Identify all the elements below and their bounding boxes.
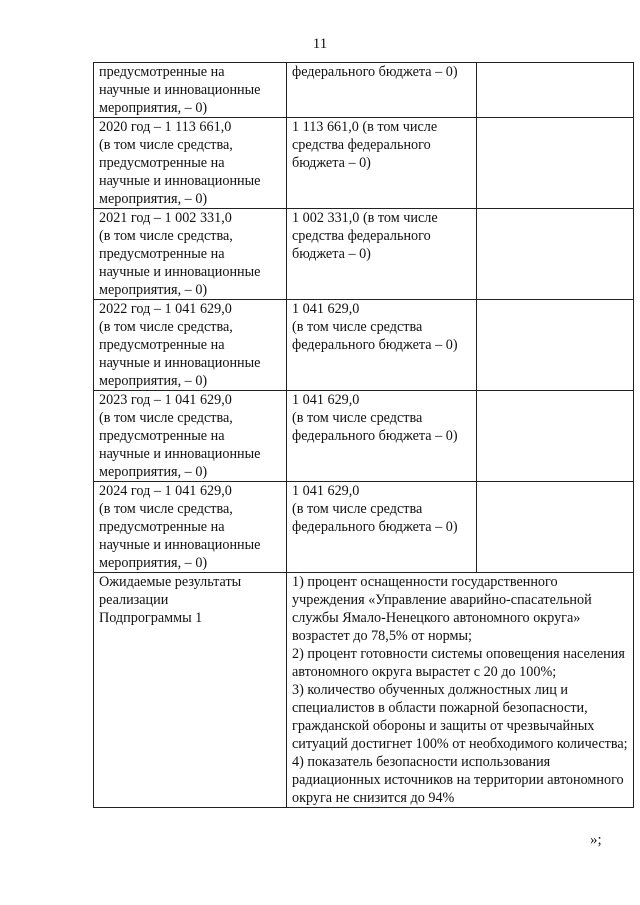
table-row [94,300,634,391]
table-cell-amount: 1 002 331,0 (в том числе средства федерального бюджета – 0) [287,209,477,300]
results-row [94,573,634,808]
table-cell-label: 2024 год – 1 041 629,0 (в том числе средства, предусмотренные на научные и инновационные мероприятия, – 0) [94,482,287,573]
table-row [94,63,634,118]
table-cell-empty [477,209,634,300]
table-row [94,209,634,300]
page-number: 11 [312,36,328,52]
results-label: Ожидаемые результаты реализации Подпрограммы 1 [94,573,287,808]
table-cell-amount: 1 041 629,0 (в том числе средства федерального бюджета – 0) [287,300,477,391]
table-cell-label: 2023 год – 1 041 629,0 (в том числе средства, предусмотренные на научные и инновационные мероприятия, – 0) [94,391,287,482]
table-cell-empty [477,300,634,391]
table-cell-empty [477,118,634,209]
results-text: 1) процент оснащенности государственного учреждения «Управление аварийно-спасательной службы Ямало-Ненецкого автономного округа» возрастет до 78,5% от нормы; 2) процент готовности системы оповещения населения автономного округа вырастет с 20 до 100%; 3) количество обученных должностных лиц и специалистов в области пожарной безопасности, гражданской обороны и защиты от чрезвычайных ситуаций достигнет 100% от необходимого количества; 4) показатель безопасности использования радиационных источников на территории автономного округа не снизится до 94% [287,573,634,808]
table-cell-amount: 1 041 629,0 (в том числе средства федерального бюджета – 0) [287,482,477,573]
closing-quote: »; [590,832,602,848]
table-cell-label: 2020 год – 1 113 661,0 (в том числе средства, предусмотренные на научные и инновационные мероприятия, – 0) [94,118,287,209]
table-cell-empty [477,482,634,573]
table-cell-amount: 1 041 629,0 (в том числе средства федерального бюджета – 0) [287,391,477,482]
table-row [94,391,634,482]
table-cell-empty [477,63,634,118]
table-cell-amount: 1 113 661,0 (в том числе средства федерального бюджета – 0) [287,118,477,209]
table-cell-label: 2021 год – 1 002 331,0 (в том числе средства, предусмотренные на научные и инновационные мероприятия, – 0) [94,209,287,300]
table-row [94,118,634,209]
table-cell-empty [477,391,634,482]
table-row [94,482,634,573]
table-cell-label: предусмотренные на научные и инновационные мероприятия, – 0) [94,63,287,118]
funding-table [93,62,634,808]
table-cell-amount: федерального бюджета – 0) [287,63,477,118]
table-cell-label: 2022 год – 1 041 629,0 (в том числе средства, предусмотренные на научные и инновационные мероприятия, – 0) [94,300,287,391]
